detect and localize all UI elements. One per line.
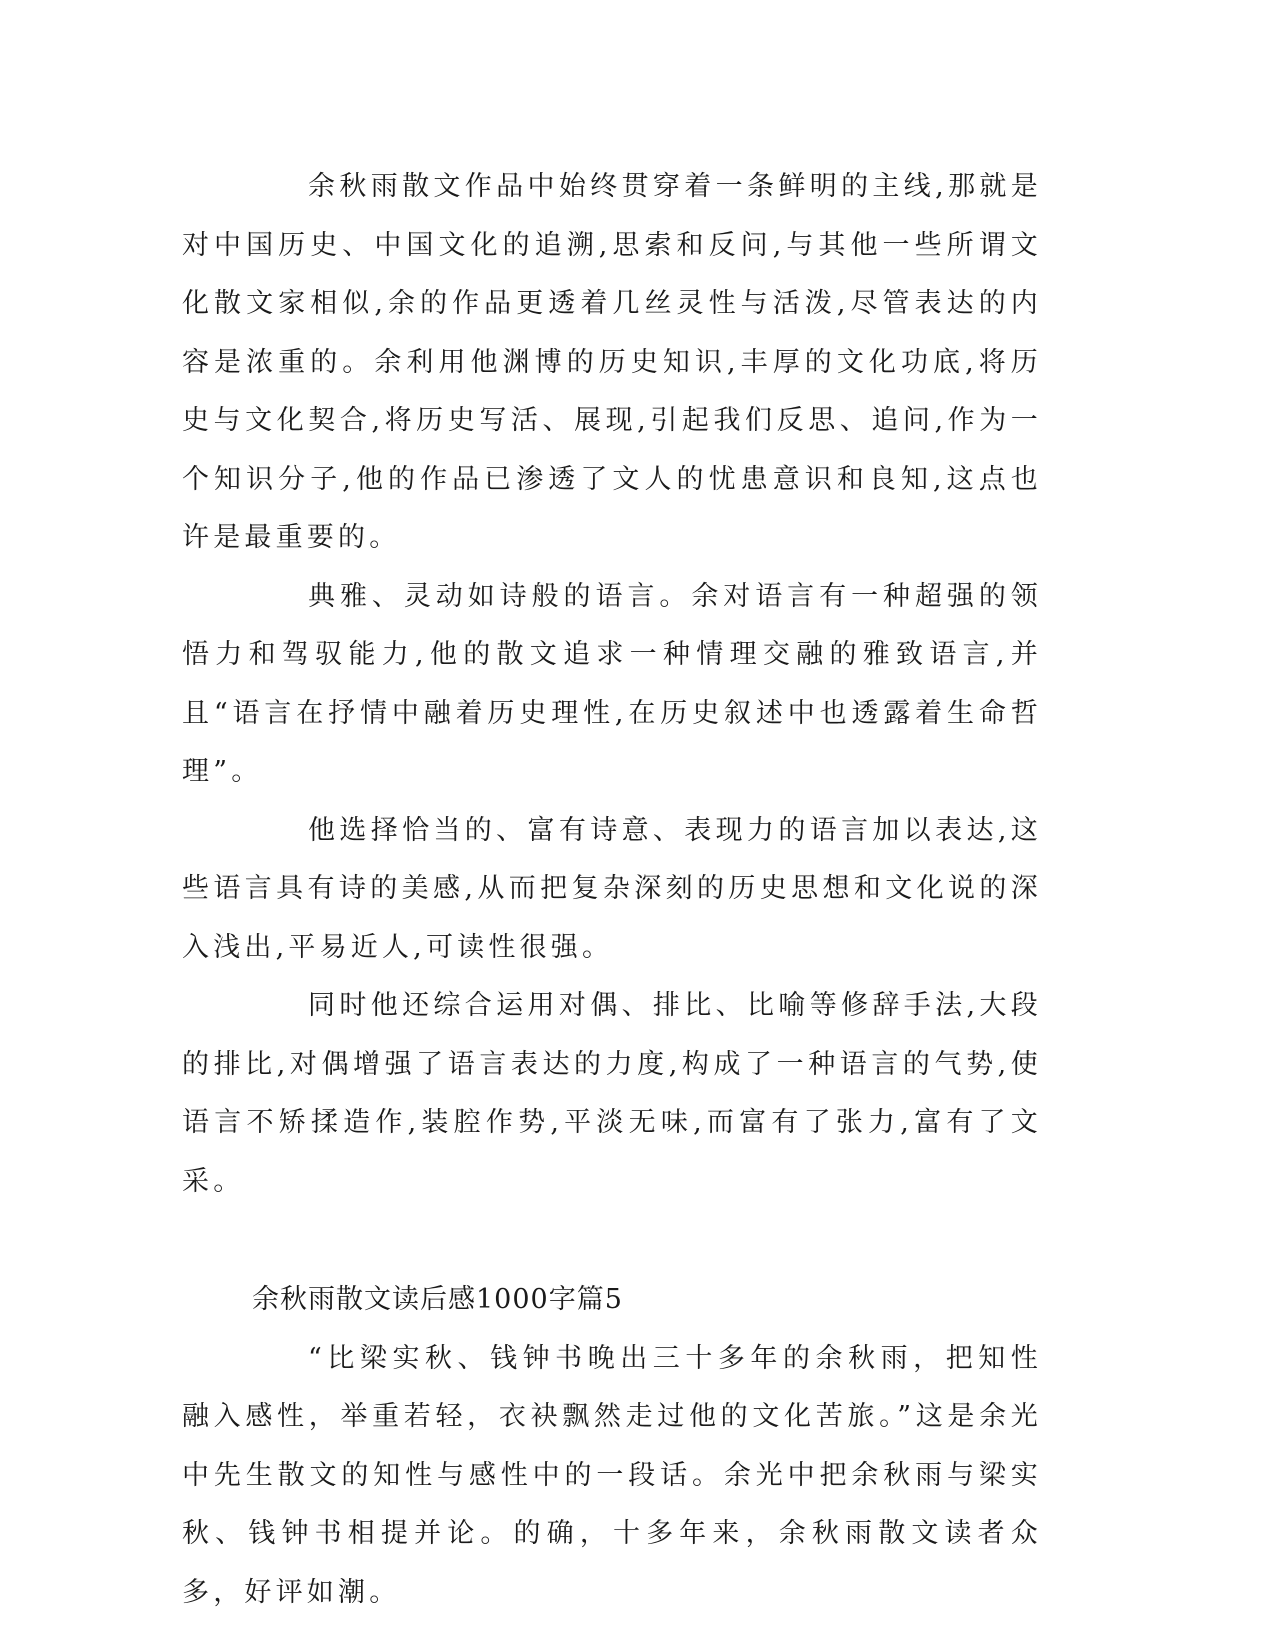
section-heading: 余秋雨散文读后感1000字篇5	[252, 1284, 623, 1315]
paragraph-language: 典雅、灵动如诗般的语言。余对语言有一种超强的领悟力和驾驭能力,他的散文追求一种情理交融的雅致语言,并且“语言在抒情中融着历史理性,在历史叙述中也透露着生命哲理”。	[182, 580, 1042, 787]
paragraph-main-thread: 余秋雨散文作品中始终贯穿着一条鲜明的主线,那就是对中国历史、中国文化的追溯,思索和反问,与其他一些所谓文化散文家相似,余的作品更透着几丝灵性与活泼,尽管表达的内容是浓重的。余利用他渊博的历史知识,丰厚的文化功底,将历史与文化契合,将历史写活、展现,引起我们反思、追问,作为一个知识分子,他的作品已渗透了文人的忧患意识和良知,这点也许是最重要的。	[182, 171, 1042, 553]
section-spacer	[182, 1211, 1042, 1271]
document-body	[182, 158, 1042, 1622]
paragraph-yu-guangzhong-quote: “比梁实秋、钱钟书晚出三十多年的余秋雨，把知性融入感性，举重若轻，衣袂飘然走过他的文化苦旅。”这是余光中先生散文的知性与感性中的一段话。余光中把余秋雨与梁实秋、钱钟书相提并论。的确，十多年来，余秋雨散文读者众多，好评如潮。	[182, 1342, 1042, 1608]
paragraph-poetic-expression: 他选择恰当的、富有诗意、表现力的语言加以表达,这些语言具有诗的美感,从而把复杂深刻的历史思想和文化说的深入浅出,平易近人,可读性很强。	[182, 814, 1042, 963]
paragraph-rhetoric: 同时他还综合运用对偶、排比、比喻等修辞手法,大段的排比,对偶增强了语言表达的力度,构成了一种语言的气势,使语言不矫揉造作,装腔作势,平淡无味,而富有了张力,富有了文采。	[182, 990, 1042, 1197]
